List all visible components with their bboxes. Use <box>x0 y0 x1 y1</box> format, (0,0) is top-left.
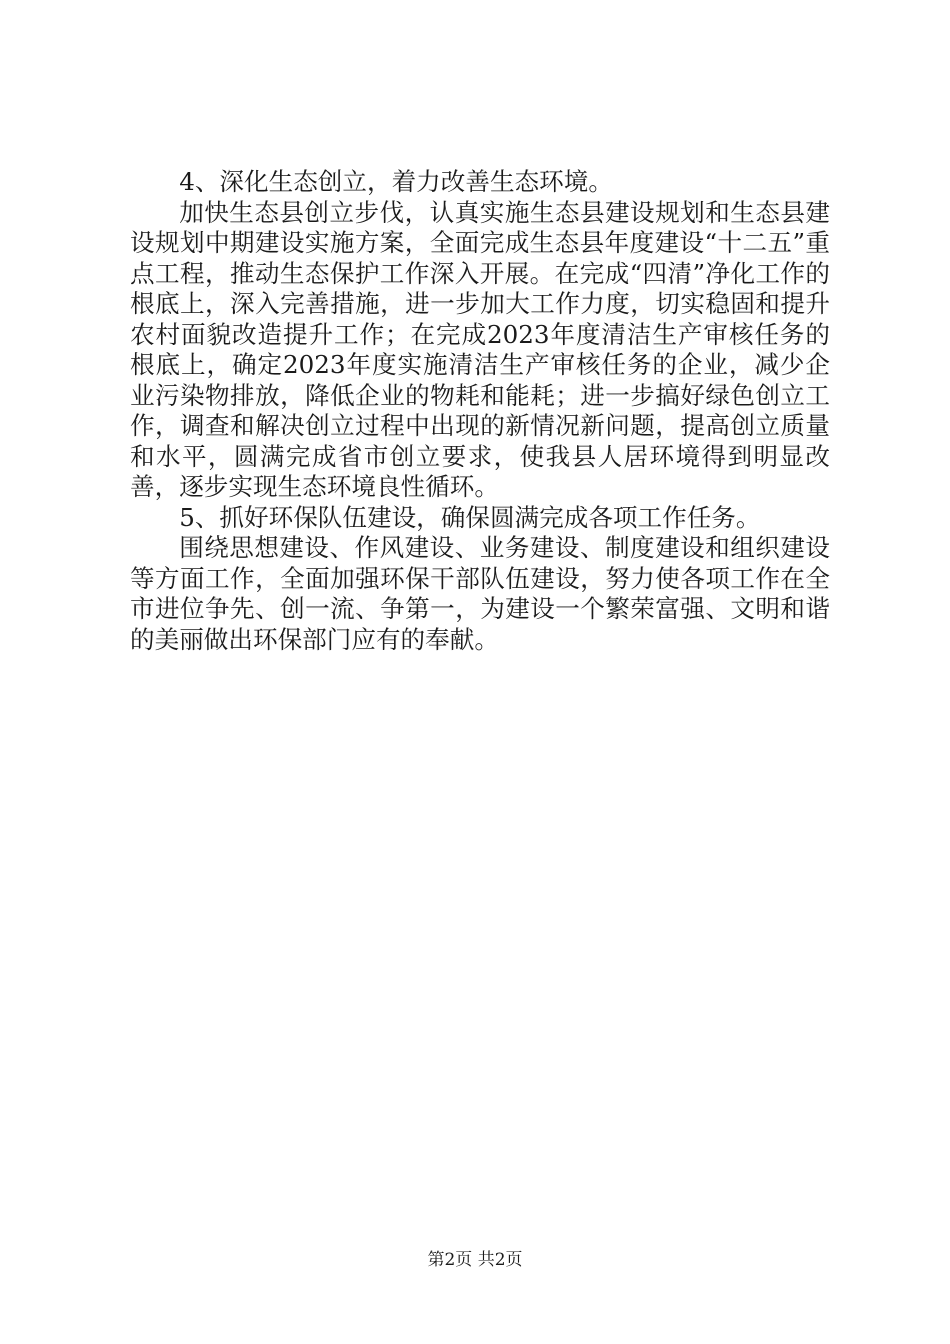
section-heading-5: 5、抓好环保队伍建设，确保圆满完成各项工作任务。 <box>179 502 761 532</box>
body-paragraph: 加快生态县创立步伐，认真实施生态县建设规划和生态县建设规划中期建设实施方案，全面完成生态县年度建设“十二五”重点工程，推动生态保护工作深入开展。在完成“四清”净化工作的根底上，深入完善措施，进一步加大工作力度，切实稳固和提升农村面貌改造提升工作；在完成2023年度清洁生产审核任务的根底上，确定2023年度实施清洁生产审核任务的企业，减少企业污染物排放，降低企业的物耗和能耗；进一步搞好绿色创立工作，调查和解决创立过程中出现的新情况新问题，提高创立质量和水平，圆满完成省市创立要求，使我县人居环境得到明显改善，逐步实现生态环境良性循环。 <box>130 197 830 501</box>
section-heading-4: 4、深化生态创立，着力改善生态环境。 <box>179 167 613 196</box>
body-paragraph: 围绕思想建设、作风建设、业务建设、制度建设和组织建设等方面工作，全面加强环保干部队伍建设，努力使各项工作在全市进位争先、创一流、争第一，为建设一个繁荣富强、文明和谐的美丽做出环保部门应有的奉献。 <box>130 533 830 654</box>
document-body <box>130 167 830 655</box>
page-number-footer: 第2页 共2页 <box>427 1250 523 1270</box>
